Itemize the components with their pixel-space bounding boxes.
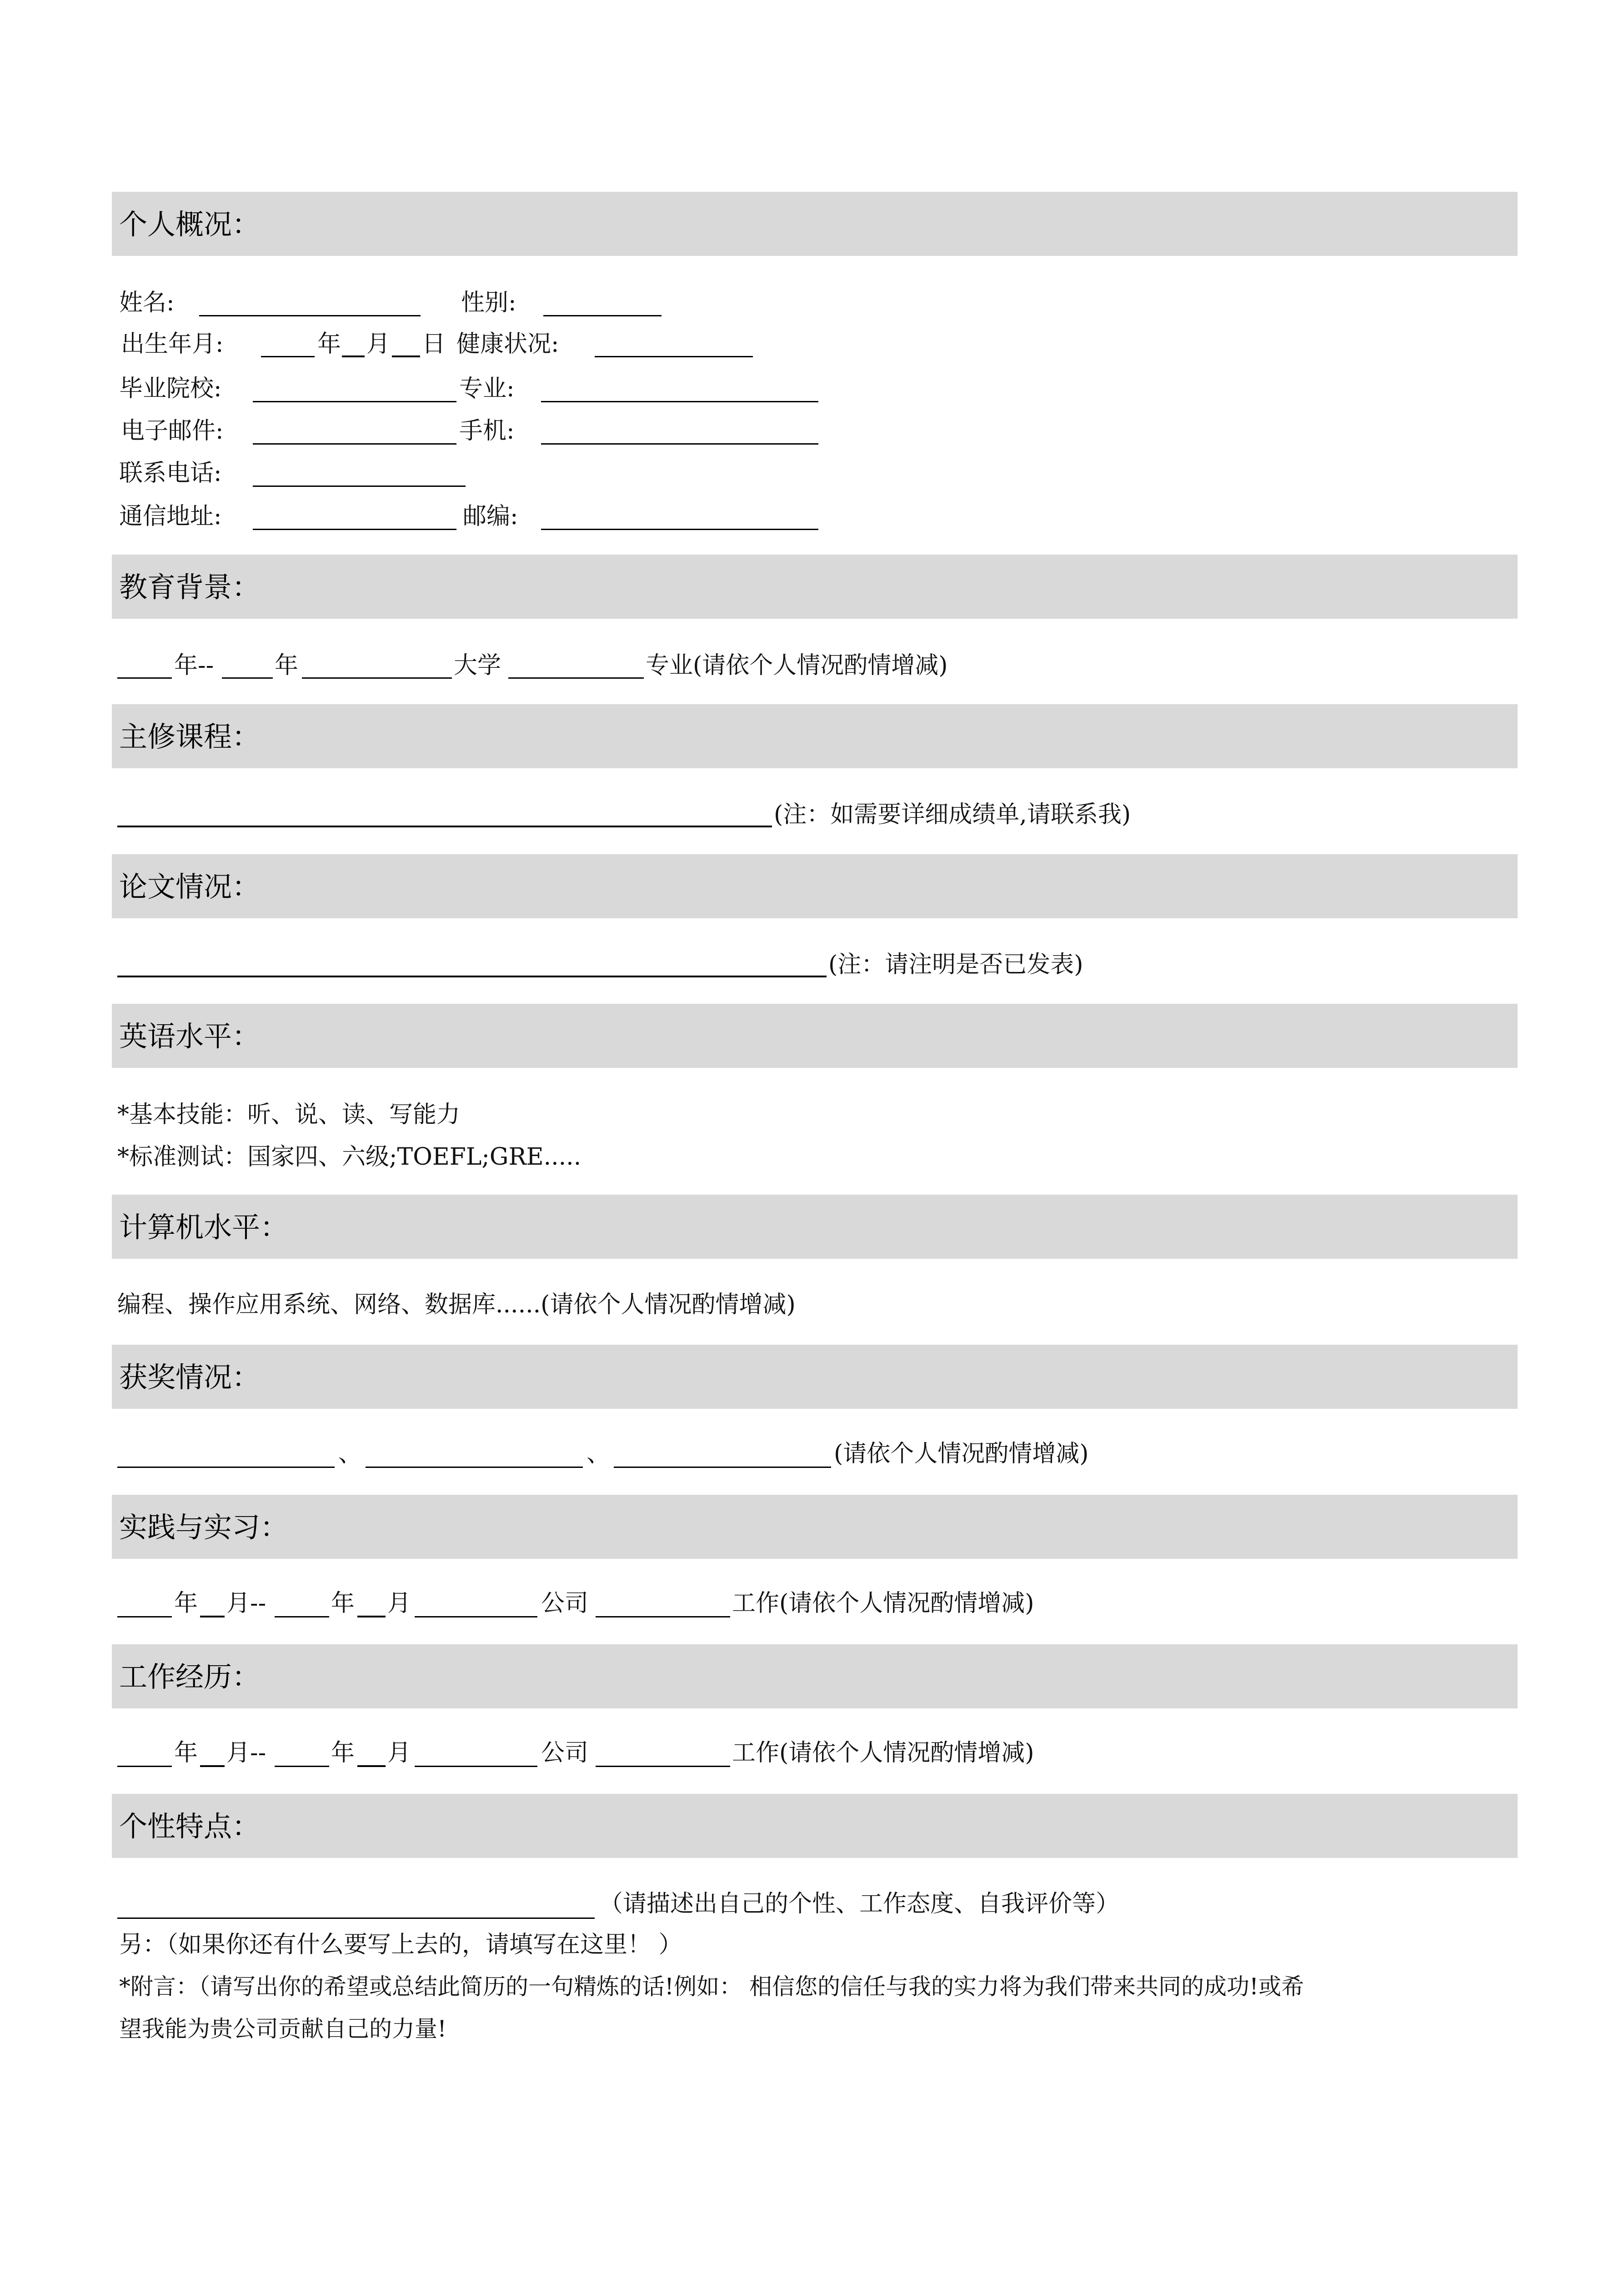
label-practice-company: 公司 [541, 1590, 589, 1617]
label-work-year-2: 年 [331, 1739, 355, 1767]
label-work-note: 工作(请依个人情况酌情增减) [732, 1739, 1034, 1767]
label-name: 姓名: [119, 289, 175, 316]
field-award-1[interactable] [117, 1467, 335, 1468]
label-major: 专业: [459, 375, 515, 402]
label-practice-month: 月 [387, 1590, 411, 1617]
field-thesis[interactable] [117, 976, 827, 977]
label-practice-work-note: 工作(请依个人情况酌情增减) [732, 1590, 1034, 1617]
field-practice-company[interactable] [415, 1616, 537, 1617]
section-header-english: 英语水平： [112, 1004, 1518, 1068]
label-edu-major-note: 专业(请依个人情况酌情增减) [646, 652, 948, 679]
label-postcode: 邮编: [463, 503, 518, 530]
field-courses[interactable] [117, 826, 772, 827]
label-personality-note: （请描述出自己的个性、工作态度、自我评价等） [599, 1890, 1120, 1918]
label-health: 健康状况: [456, 330, 559, 358]
field-personality[interactable] [117, 1918, 595, 1919]
field-birth-day[interactable] [392, 355, 420, 357]
field-edu-major[interactable] [508, 677, 644, 679]
label-email: 电子邮件: [121, 417, 224, 445]
another-note: 另：（如果你还有什么要写上去的，请填写在这里！ ） [119, 1931, 682, 1958]
section-header-work: 工作经历： [112, 1644, 1518, 1708]
field-email[interactable] [253, 443, 456, 445]
field-work-end-month[interactable] [357, 1765, 386, 1767]
field-major[interactable] [541, 401, 818, 402]
label-gender: 性别: [461, 289, 516, 316]
field-birth-month[interactable] [342, 355, 365, 357]
field-university[interactable] [302, 677, 452, 679]
label-practice-year-1: 年 [174, 1590, 198, 1617]
label-phone: 联系电话: [119, 460, 222, 487]
field-birth-year[interactable] [261, 356, 315, 357]
label-work-company: 公司 [541, 1739, 589, 1767]
computer-line: 编程、操作应用系统、网络、数据库......(请依个人情况酌情增减) [117, 1291, 796, 1318]
label-award-sep-2: 、 [586, 1440, 611, 1467]
field-work-end-year[interactable] [275, 1766, 329, 1767]
field-address[interactable] [253, 529, 456, 530]
field-edu-end-year[interactable] [222, 677, 273, 679]
section-header-awards: 获奖情况： [112, 1345, 1518, 1409]
field-phone[interactable] [253, 486, 466, 487]
label-work-year-1: 年 [174, 1739, 198, 1767]
field-name[interactable] [199, 315, 421, 316]
section-header-thesis: 论文情况： [112, 854, 1518, 918]
label-award-sep-1: 、 [338, 1440, 362, 1467]
label-birth-year: 年 [317, 330, 341, 358]
label-school: 毕业院校: [119, 375, 222, 402]
english-line-2: *标准测试：国家四、六级;TOEFL;GRE..... [117, 1143, 581, 1171]
field-mobile[interactable] [541, 443, 818, 445]
english-line-1: *基本技能：听、说、读、写能力 [117, 1101, 461, 1128]
field-practice-start-year[interactable] [117, 1616, 172, 1617]
field-gender[interactable] [543, 315, 662, 316]
label-practice-month-sep: 月-- [226, 1590, 266, 1617]
field-award-3[interactable] [614, 1467, 831, 1468]
field-practice-end-year[interactable] [275, 1616, 329, 1617]
label-work-month: 月 [387, 1739, 411, 1767]
field-work-company[interactable] [415, 1766, 537, 1767]
section-header-education: 教育背景： [112, 555, 1518, 619]
section-header-personal: 个人概况： [112, 192, 1518, 256]
field-work-role[interactable] [596, 1766, 730, 1767]
label-practice-year-2: 年 [331, 1590, 355, 1617]
label-birth-month: 月 [366, 330, 391, 358]
label-courses-note: (注：如需要详细成绩单,请联系我) [774, 801, 1131, 828]
label-edu-year-sep: 年-- [174, 652, 214, 679]
section-header-courses: 主修课程： [112, 704, 1518, 768]
section-header-practice: 实践与实习： [112, 1495, 1518, 1559]
field-work-start-month[interactable] [200, 1765, 225, 1767]
label-work-month-sep: 月-- [226, 1739, 266, 1767]
label-mobile: 手机: [459, 417, 515, 445]
field-award-2[interactable] [366, 1467, 583, 1468]
field-practice-work[interactable] [596, 1616, 730, 1617]
label-birth-day: 日 [422, 330, 446, 358]
label-address: 通信地址: [119, 503, 222, 530]
label-birth: 出生年月: [121, 330, 224, 358]
field-practice-end-month[interactable] [357, 1616, 386, 1617]
section-header-computer: 计算机水平： [112, 1195, 1518, 1259]
field-postcode[interactable] [541, 529, 818, 530]
label-thesis-note: (注：请注明是否已发表) [828, 951, 1083, 978]
field-work-start-year[interactable] [117, 1766, 172, 1767]
appendix-line-2: 望我能为贵公司贡献自己的力量! [119, 2016, 447, 2042]
section-header-personality: 个性特点： [112, 1794, 1518, 1858]
field-health[interactable] [595, 356, 753, 357]
field-practice-start-month[interactable] [200, 1616, 225, 1617]
label-edu-year: 年 [275, 652, 299, 679]
field-school[interactable] [253, 401, 456, 402]
field-edu-start-year[interactable] [117, 677, 172, 679]
label-awards-note: (请依个人情况酌情增减) [834, 1440, 1089, 1467]
appendix-line-1: *附言：（请写出你的希望或总结此简历的一句精炼的话!例如： 相信您的信任与我的实力将为我们带来共同的成功!或希 [119, 1973, 1304, 2000]
label-university: 大学 [454, 652, 501, 679]
